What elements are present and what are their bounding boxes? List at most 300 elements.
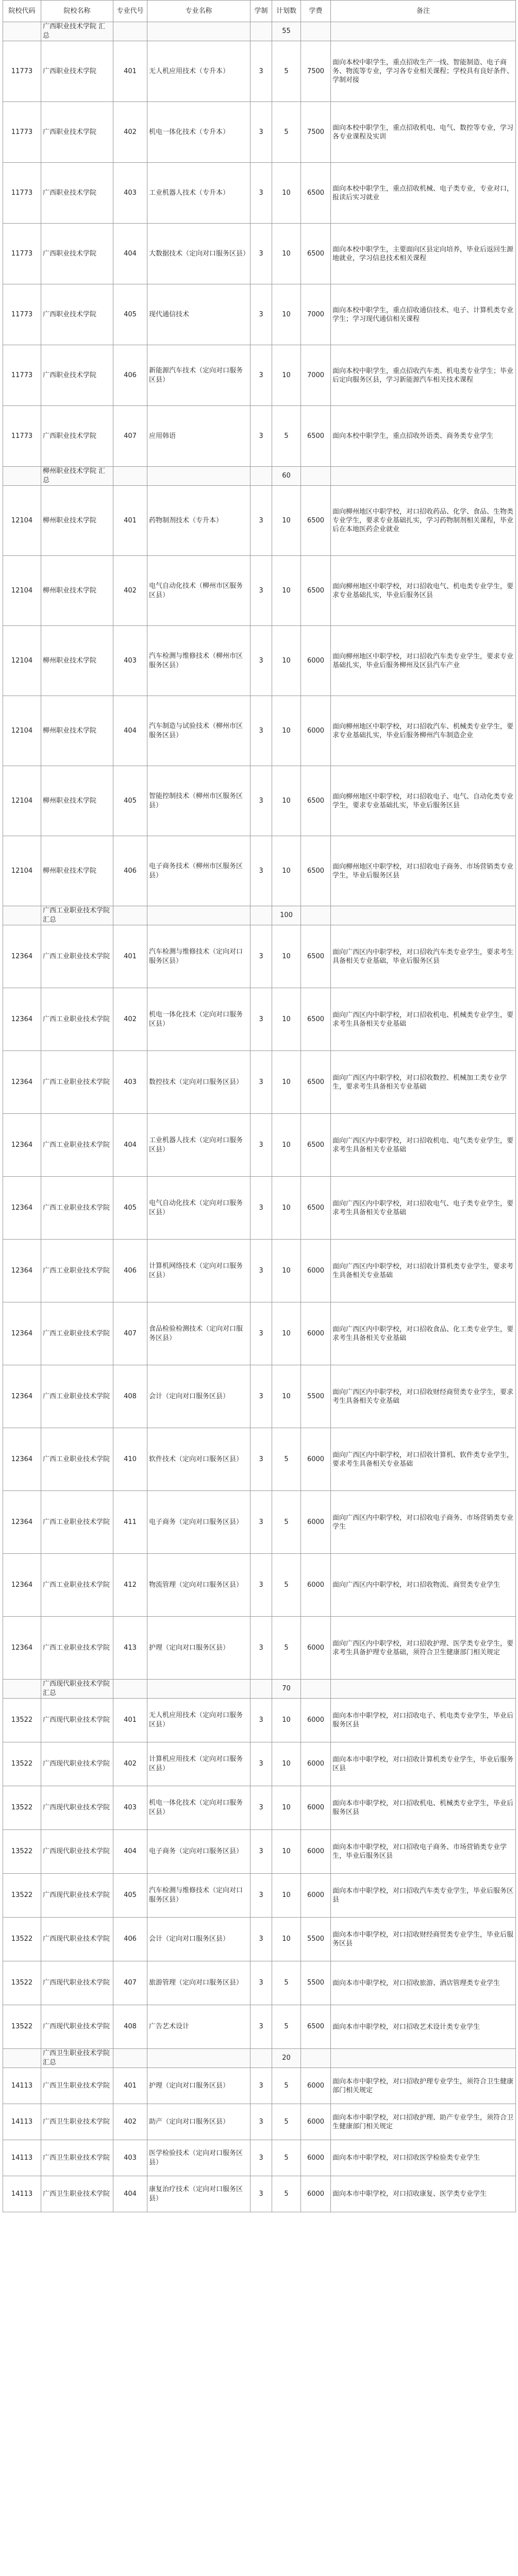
summary-empty-cell [331,2049,516,2068]
summary-empty-cell [331,906,516,925]
plan-count-cell: 5 [272,41,301,102]
major-name-cell: 智能控制技术（柳州市区服务区县） [147,766,250,836]
tuition-cell: 6000 [301,1302,331,1365]
school-name-cell: 广西现代职业技术学院 [41,1874,113,1918]
table-header-row [3,1,516,22]
major-code-cell: 401 [113,41,147,102]
years-cell: 3 [250,1961,272,2005]
remarks-cell: 面向本校中职学生，主要面向区县定向培养，毕业后返回生源地就业，学习信息技术相关课程 [331,224,516,284]
school-code-cell: 11773 [3,284,41,345]
tuition-cell: 7500 [301,102,331,163]
tuition-cell: 5500 [301,1961,331,2005]
plan-count-cell: 10 [272,1830,301,1874]
school-name-cell: 广西现代职业技术学院 [41,1918,113,1961]
major-name-cell: 软件技术（定向对口服务区县） [147,1428,250,1491]
school-name-cell: 广西职业技术学院 [41,102,113,163]
major-name-cell: 计算机应用技术（定向对口服务区县） [147,1742,250,1786]
remarks-cell: 面向广西区内中职学校，对口招收机电、电气类专业学生，要求考生具备相关专业基础 [331,1114,516,1177]
years-cell: 3 [250,2140,272,2176]
plan-count-cell: 10 [272,1699,301,1742]
summary-empty-cell [301,1680,331,1699]
major-name-cell: 物流管理（定向对口服务区县） [147,1554,250,1617]
tuition-cell: 6500 [301,224,331,284]
summary-empty-cell [147,467,250,486]
summary-empty-cell [113,1680,147,1699]
plan-count-cell: 10 [272,696,301,766]
summary-empty-cell [3,22,41,41]
major-name-cell: 护理（定向对口服务区县） [147,2068,250,2104]
school-code-cell: 11773 [3,345,41,406]
plan-count-cell: 10 [272,1114,301,1177]
tuition-cell: 6000 [301,1874,331,1918]
plan-count-cell: 5 [272,1617,301,1680]
school-name-cell: 柳州职业技术学院 [41,626,113,696]
major-name-cell: 医学检验技术（定向对口服务区县） [147,2140,250,2176]
table-row [3,1428,516,1491]
tuition-cell: 6000 [301,626,331,696]
years-cell: 3 [250,1918,272,1961]
years-cell: 3 [250,626,272,696]
major-name-cell: 新能源汽车技术（定向对口服务区县） [147,345,250,406]
major-code-cell: 407 [113,1302,147,1365]
major-name-cell: 数控技术（定向对口服务区县） [147,1051,250,1114]
years-cell: 3 [250,925,272,988]
table-row [3,1918,516,1961]
tuition-cell: 6500 [301,486,331,556]
plan-count-cell: 10 [272,836,301,906]
major-name-cell: 机电一体化技术（定向对口服务区县） [147,988,250,1051]
remarks-cell: 面向本市中职学校，对口招收电子商务、市场营销类专业学生，毕业后服务区县 [331,1830,516,1874]
major-code-cell: 404 [113,1830,147,1874]
school-name-cell: 广西工业职业技术学院 [41,925,113,988]
remarks-cell: 面向广西区内中职学校，对口招收护理、医学类专业学生，要求考生具备护理专业基础，须符合卫生健康部门相关规定 [331,1617,516,1680]
tuition-cell: 6500 [301,1177,331,1240]
years-cell: 3 [250,1617,272,1680]
remarks-cell: 面向本校中职学生，重点招收汽车类、机电类专业学生；毕业后定向服务区县，学习新能源汽车相关技术课程 [331,345,516,406]
remarks-cell: 面向本校中职学生，重点招收生产一线、智能制造、电子商务、物流等专业，学习各专业相关课程；学校具有良好条件、学制对接 [331,41,516,102]
remarks-cell: 面向广西区内中职学校，对口招收汽车类专业学生，要求考生具备相关专业基础，毕业后服务区县 [331,925,516,988]
remarks-cell: 面向柳州地区中职学校，对口招收电子、电气、自动化类专业学生，要求专业基础扎实，毕业后服务区县 [331,766,516,836]
tuition-cell: 7500 [301,41,331,102]
school-name-cell: 广西职业技术学院 [41,345,113,406]
remarks-cell: 面向本市中职学校，对口招收电子、机电类专业学生，毕业后服务区县 [331,1699,516,1742]
table-row [3,486,516,556]
plan-count-cell: 5 [272,1428,301,1491]
summary-empty-cell [147,1680,250,1699]
major-code-cell: 403 [113,1051,147,1114]
major-name-cell: 无人机应用技术（定向对口服务区县） [147,1699,250,1742]
major-code-cell: 402 [113,556,147,626]
group-summary-row [3,22,516,41]
table-row [3,1554,516,1617]
remarks-cell: 面向广西区内中职学校，对口招收计算机、软件类专业学生，要求考生具备相关专业基础 [331,1428,516,1491]
plan-count-cell: 5 [272,1491,301,1554]
remarks-cell: 面向广西区内中职学校，对口招收电子商务、市场营销类专业学生 [331,1491,516,1554]
plan-count-cell: 5 [272,1961,301,2005]
remarks-cell: 面向本市中职学校，对口招收康复、医学类专业学生 [331,2176,516,2212]
header-school-code: 院校代码 [3,1,41,22]
remarks-cell: 面向本市中职学校，对口招收医学检验类专业学生 [331,2140,516,2176]
header-school-name: 院校名称 [41,1,113,22]
table-row [3,1786,516,1830]
school-code-cell: 13522 [3,1918,41,1961]
summary-empty-cell [301,467,331,486]
school-code-cell: 13522 [3,1830,41,1874]
plan-count-cell: 10 [272,1302,301,1365]
school-name-cell: 广西工业职业技术学院 [41,1617,113,1680]
remarks-cell: 面向本校中职学生，重点招收外语类、商务类专业学生 [331,406,516,467]
major-code-cell: 405 [113,766,147,836]
school-code-cell: 14113 [3,2176,41,2212]
tuition-cell: 6000 [301,2068,331,2104]
school-name-cell: 柳州职业技术学院 [41,836,113,906]
header-plan-count: 计划数 [272,1,301,22]
years-cell: 3 [250,102,272,163]
school-code-cell: 14113 [3,2104,41,2140]
summary-empty-cell [113,2049,147,2068]
school-name-cell: 广西工业职业技术学院 [41,1240,113,1302]
tuition-cell: 7000 [301,345,331,406]
major-name-cell: 食品检验检测技术（定向对口服务区县） [147,1302,250,1365]
group-summary-row [3,2049,516,2068]
table-row [3,696,516,766]
summary-empty-cell [250,2049,272,2068]
summary-empty-cell [250,22,272,41]
group-summary-row [3,467,516,486]
school-code-cell: 12364 [3,988,41,1051]
years-cell: 3 [250,2005,272,2049]
header-major-name: 专业名称 [147,1,250,22]
tuition-cell: 6500 [301,406,331,467]
table-row [3,284,516,345]
plan-count-cell: 5 [272,102,301,163]
table-row [3,102,516,163]
table-row [3,1302,516,1365]
major-name-cell: 计算机网络技术（定向对口服务区县） [147,1240,250,1302]
years-cell: 3 [250,2176,272,2212]
school-name-cell: 广西卫生职业技术学院 [41,2176,113,2212]
group-summary-row [3,1680,516,1699]
school-code-cell: 12364 [3,1428,41,1491]
years-cell: 3 [250,1240,272,1302]
school-code-cell: 14113 [3,2140,41,2176]
summary-empty-cell [250,1680,272,1699]
remarks-cell: 面向本市中职学校，对口招收财经商贸类专业学生，毕业后服务区县 [331,1918,516,1961]
tuition-cell: 6000 [301,1617,331,1680]
table-body [3,22,516,2212]
remarks-cell: 面向广西区内中职学校，对口招收财经商贸类专业学生，要求考生具备相关专业基础 [331,1365,516,1428]
school-name-cell: 广西职业技术学院 [41,41,113,102]
summary-empty-cell [113,906,147,925]
school-code-cell: 12104 [3,626,41,696]
plan-count-cell: 5 [272,2068,301,2104]
major-code-cell: 407 [113,1961,147,2005]
summary-plan-total: 60 [272,467,301,486]
major-name-cell: 电子商务技术（柳州市区服务区县） [147,836,250,906]
major-code-cell: 405 [113,284,147,345]
plan-count-cell: 10 [272,1786,301,1830]
remarks-cell: 面向本校中职学生，重点招收通信技术、电子、计算机类专业学生；学习现代通信相关课程 [331,284,516,345]
major-code-cell: 403 [113,163,147,224]
school-name-cell: 广西工业职业技术学院 [41,1491,113,1554]
plan-count-cell: 5 [272,2140,301,2176]
major-code-cell: 407 [113,406,147,467]
major-name-cell: 应用韩语 [147,406,250,467]
plan-count-cell: 5 [272,2104,301,2140]
plan-count-cell: 10 [272,925,301,988]
plan-count-cell: 10 [272,1240,301,1302]
school-code-cell: 12364 [3,1302,41,1365]
summary-empty-cell [3,1680,41,1699]
school-code-cell: 12364 [3,1240,41,1302]
major-code-cell: 402 [113,1742,147,1786]
years-cell: 3 [250,1177,272,1240]
tuition-cell: 6500 [301,2005,331,2049]
table-row [3,2104,516,2140]
table-row [3,345,516,406]
table-row [3,836,516,906]
school-code-cell: 14113 [3,2068,41,2104]
school-name-cell: 广西职业技术学院 [41,406,113,467]
table-row [3,2005,516,2049]
school-name-cell: 柳州职业技术学院 [41,556,113,626]
table-row [3,1874,516,1918]
remarks-cell: 面向本市中职学校，对口招收艺术设计类专业学生 [331,2005,516,2049]
tuition-cell: 6000 [301,1786,331,1830]
years-cell: 3 [250,163,272,224]
summary-plan-total: 100 [272,906,301,925]
major-code-cell: 403 [113,1786,147,1830]
table-row [3,1177,516,1240]
remarks-cell: 面向本市中职学校，对口招收计算机类专业学生，毕业后服务区县 [331,1742,516,1786]
plan-count-cell: 10 [272,1874,301,1918]
major-code-cell: 413 [113,1617,147,1680]
remarks-cell: 面向本市中职学校，对口招收汽车类专业学生，毕业后服务区县 [331,1874,516,1918]
years-cell: 3 [250,766,272,836]
table-row [3,1617,516,1680]
major-code-cell: 401 [113,2068,147,2104]
school-name-cell: 柳州职业技术学院 [41,766,113,836]
plan-count-cell: 10 [272,345,301,406]
summary-empty-cell [331,1680,516,1699]
plan-count-cell: 5 [272,2005,301,2049]
summary-empty-cell [113,22,147,41]
school-name-cell: 广西职业技术学院 [41,224,113,284]
school-name-cell: 柳州职业技术学院 [41,486,113,556]
summary-empty-cell [3,2049,41,2068]
major-code-cell: 401 [113,486,147,556]
remarks-cell: 面向本市中职学校，对口招收机电、机械类专业学生，毕业后服务区县 [331,1786,516,1830]
table-row [3,2068,516,2104]
tuition-cell: 6500 [301,988,331,1051]
school-name-cell: 广西卫生职业技术学院 [41,2104,113,2140]
plan-count-cell: 10 [272,1051,301,1114]
school-name-cell: 广西现代职业技术学院 [41,1742,113,1786]
remarks-cell: 面向广西区内中职学校，对口招收物流、商贸类专业学生 [331,1554,516,1617]
table-row [3,1742,516,1786]
major-name-cell: 现代通信技术 [147,284,250,345]
school-code-cell: 12364 [3,925,41,988]
table-row [3,1830,516,1874]
years-cell: 3 [250,1114,272,1177]
table-row [3,163,516,224]
years-cell: 3 [250,1491,272,1554]
school-name-cell: 广西现代职业技术学院 [41,1786,113,1830]
major-name-cell: 汽车制造与试验技术（柳州市区服务区县） [147,696,250,766]
summary-empty-cell [331,22,516,41]
years-cell: 3 [250,1302,272,1365]
school-code-cell: 13522 [3,1742,41,1786]
summary-empty-cell [147,22,250,41]
major-code-cell: 404 [113,1114,147,1177]
years-cell: 3 [250,1830,272,1874]
years-cell: 3 [250,1428,272,1491]
remarks-cell: 面向广西区内中职学校，对口招收数控、机械加工类专业学生，要求考生具备相关专业基础 [331,1051,516,1114]
summary-empty-cell [301,2049,331,2068]
major-code-cell: 412 [113,1554,147,1617]
major-name-cell: 康复治疗技术（定向对口服务区县） [147,2176,250,2212]
major-code-cell: 406 [113,1240,147,1302]
school-code-cell: 13522 [3,2005,41,2049]
plan-count-cell: 10 [272,1365,301,1428]
summary-school-name: 广西卫生职业技术学院 汇总 [41,2049,113,2068]
tuition-cell: 6500 [301,1051,331,1114]
years-cell: 3 [250,988,272,1051]
major-name-cell: 电子商务（定向对口服务区县） [147,1830,250,1874]
remarks-cell: 面向广西区内中职学校，对口招收食品、化工类专业学生，要求考生具备相关专业基础 [331,1302,516,1365]
major-code-cell: 405 [113,1874,147,1918]
remarks-cell: 面向广西区内中职学校，对口招收计算机类专业学生，要求考生具备相关专业基础 [331,1240,516,1302]
summary-school-name: 柳州职业技术学院 汇总 [41,467,113,486]
years-cell: 3 [250,1365,272,1428]
years-cell: 3 [250,41,272,102]
tuition-cell: 6000 [301,1699,331,1742]
plan-count-cell: 10 [272,626,301,696]
major-code-cell: 408 [113,2005,147,2049]
table-row [3,1961,516,2005]
school-name-cell: 广西工业职业技术学院 [41,1177,113,1240]
major-name-cell: 广告艺术设计 [147,2005,250,2049]
major-name-cell: 会计（定向对口服务区县） [147,1365,250,1428]
remarks-cell: 面向柳州地区中职学校，对口招收汽车类专业学生，要求专业基础扎实，毕业后服务柳州及区县汽车产业 [331,626,516,696]
school-name-cell: 广西现代职业技术学院 [41,1961,113,2005]
major-code-cell: 406 [113,345,147,406]
school-name-cell: 广西职业技术学院 [41,163,113,224]
remarks-cell: 面向本市中职学校，对口招收旅游、酒店管理类专业学生 [331,1961,516,2005]
summary-empty-cell [3,906,41,925]
years-cell: 3 [250,284,272,345]
major-name-cell: 机电一体化技术（定向对口服务区县） [147,1786,250,1830]
plan-count-cell: 10 [272,1742,301,1786]
summary-empty-cell [301,22,331,41]
major-name-cell: 护理（定向对口服务区县） [147,1617,250,1680]
table-row [3,41,516,102]
years-cell: 3 [250,406,272,467]
table-row [3,1491,516,1554]
school-code-cell: 13522 [3,1786,41,1830]
plan-count-cell: 10 [272,284,301,345]
school-code-cell: 11773 [3,41,41,102]
major-name-cell: 电气自动化技术（定向对口服务区县） [147,1177,250,1240]
years-cell: 3 [250,556,272,626]
plan-count-cell: 10 [272,1918,301,1961]
school-name-cell: 广西工业职业技术学院 [41,988,113,1051]
header-major-code: 专业代号 [113,1,147,22]
school-name-cell: 广西卫生职业技术学院 [41,2140,113,2176]
summary-empty-cell [331,467,516,486]
major-name-cell: 工业机器人技术（专升本） [147,163,250,224]
plan-count-cell: 10 [272,224,301,284]
remarks-cell: 面向柳州地区中职学校，对口招收电子商务、市场营销类专业学生，毕业后服务区县 [331,836,516,906]
summary-plan-total: 55 [272,22,301,41]
school-name-cell: 广西工业职业技术学院 [41,1428,113,1491]
summary-empty-cell [3,467,41,486]
years-cell: 3 [250,1699,272,1742]
tuition-cell: 6500 [301,556,331,626]
major-name-cell: 助产（定向对口服务区县） [147,2104,250,2140]
school-name-cell: 广西现代职业技术学院 [41,2005,113,2049]
remarks-cell: 面向广西区内中职学校，对口招收电气、电子类专业学生，要求考生具备相关专业基础 [331,1177,516,1240]
tuition-cell: 6000 [301,1830,331,1874]
table-row [3,1051,516,1114]
major-name-cell: 无人机应用技术（专升本） [147,41,250,102]
years-cell: 3 [250,224,272,284]
tuition-cell: 6500 [301,1114,331,1177]
school-code-cell: 12364 [3,1491,41,1554]
plan-count-cell: 10 [272,988,301,1051]
school-name-cell: 广西工业职业技术学院 [41,1114,113,1177]
years-cell: 3 [250,345,272,406]
years-cell: 3 [250,1554,272,1617]
summary-school-name: 广西职业技术学院 汇总 [41,22,113,41]
remarks-cell: 面向柳州地区中职学校，对口招收电气、机电类专业学生，要求专业基础扎实，毕业后服务区县 [331,556,516,626]
school-name-cell: 广西卫生职业技术学院 [41,2068,113,2104]
years-cell: 3 [250,1874,272,1918]
summary-empty-cell [147,906,250,925]
summary-plan-total: 20 [272,2049,301,2068]
remarks-cell: 面向广西区内中职学校，对口招收机电、机械类专业学生，要求考生具备相关专业基础 [331,988,516,1051]
tuition-cell: 6500 [301,163,331,224]
years-cell: 3 [250,1051,272,1114]
table-row [3,766,516,836]
major-code-cell: 404 [113,2176,147,2212]
tuition-cell: 6500 [301,766,331,836]
tuition-cell: 5500 [301,1918,331,1961]
table-row [3,1114,516,1177]
school-name-cell: 广西职业技术学院 [41,284,113,345]
table-row [3,2140,516,2176]
summary-school-name: 广西现代职业技术学院 汇总 [41,1680,113,1699]
school-code-cell: 11773 [3,102,41,163]
major-name-cell: 机电一体化技术（专升本） [147,102,250,163]
school-name-cell: 广西工业职业技术学院 [41,1302,113,1365]
major-name-cell: 汽车检测与维修技术（柳州市区服务区县） [147,626,250,696]
major-code-cell: 402 [113,2104,147,2140]
major-name-cell: 汽车检测与维修技术（定向对口服务区县） [147,925,250,988]
major-code-cell: 410 [113,1428,147,1491]
summary-empty-cell [250,906,272,925]
plan-count-cell: 5 [272,1554,301,1617]
group-summary-row [3,906,516,925]
major-code-cell: 403 [113,2140,147,2176]
major-code-cell: 401 [113,1699,147,1742]
plan-count-cell: 5 [272,406,301,467]
remarks-cell: 面向柳州地区中职学校，对口招收汽车、机械类专业学生，要求专业基础扎实，毕业后服务柳州汽车制造企业 [331,696,516,766]
tuition-cell: 6000 [301,1742,331,1786]
major-code-cell: 408 [113,1365,147,1428]
tuition-cell: 6000 [301,2104,331,2140]
school-code-cell: 11773 [3,406,41,467]
